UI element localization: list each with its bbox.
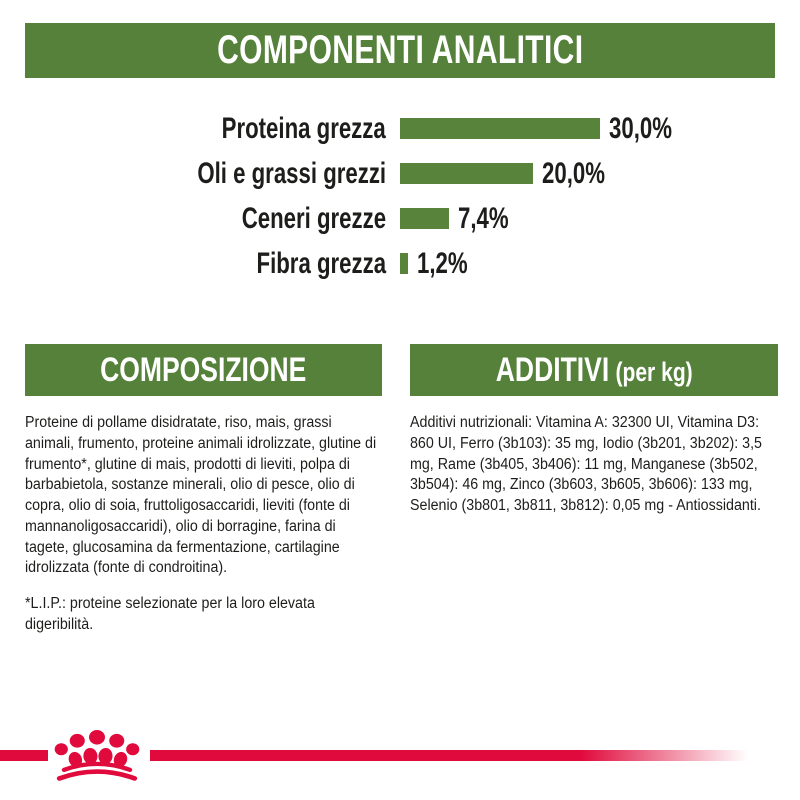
additives-title-suffix: (per kg): [615, 356, 693, 387]
bar: [400, 208, 449, 229]
bar-row: [0, 241, 800, 286]
bar-label: Oli e grassi grezzi: [197, 156, 386, 190]
bar-track: [400, 157, 627, 191]
composition-title: COMPOSIZIONE: [100, 350, 307, 389]
bar: [400, 118, 600, 139]
bar-value: 7,4%: [458, 201, 509, 235]
bar: [400, 163, 533, 184]
page-title: COMPONENTI ANALITICI: [216, 28, 584, 72]
bar-value: 1,2%: [417, 246, 468, 280]
header-banner: [25, 23, 775, 78]
composition-banner: [25, 344, 382, 396]
composition-section: [25, 344, 382, 636]
bar-row: [0, 196, 800, 241]
analytical-components-chart: [0, 106, 800, 286]
brand-stripe-left-segment: [0, 750, 48, 761]
bar-label: Ceneri grezze: [241, 201, 386, 235]
bar-track: [400, 112, 694, 146]
brand-stripe-right-segment: [150, 750, 748, 761]
lip-footnote: *L.I.P.: proteine selezionate per la loro elevata digeribilità.: [25, 595, 315, 633]
bar-track: [400, 247, 485, 281]
bar: [400, 253, 408, 274]
additives-body-text: Additivi nutrizionali: Vitamina A: 32300 UI, Vitamina D3: 860 UI, Ferro (3b103): 35 mg, Iodio (3b201, 3b202): 3,5 mg, Rame (3b405, 3b406): 11 mg, Manganese (3b502, 3b504): 46 mg, Zinco (3b603, 3b605, 3b606): 133 mg, Selenio (3b801, 3b811, 3b812): 0,05 mg - Antiossidanti.: [410, 414, 762, 515]
bar-row: [0, 151, 800, 196]
bar-row: [0, 106, 800, 151]
bar-value: 30,0%: [609, 111, 673, 145]
bar-label: Proteina grezza: [221, 111, 386, 145]
bar-label: Fibra grezza: [256, 246, 386, 280]
additives-title: ADDITIVI: [495, 350, 609, 389]
bar-track: [400, 202, 527, 236]
bar-value: 20,0%: [542, 156, 606, 190]
additives-section: [410, 344, 778, 517]
royal-canin-crown-icon: [50, 721, 144, 781]
additives-banner: [410, 344, 778, 396]
composition-body-text: Proteine di pollame disidratate, riso, mais, grassi animali, frumento, proteine animali idrolizzate, glutine di frumento*, glutine di mais, prodotti di lieviti, polpa di barbabietola, sostanze minerali, olio di pesce, olio di copra, olio di soia, fruttoligosaccaridi, lieviti (fonte di mannanoligosaccaridi), olio di borragine, farina di tagete, glucosamina da fermentazione, cartilagine idrolizzata (fonte di condroitina).: [25, 414, 377, 577]
